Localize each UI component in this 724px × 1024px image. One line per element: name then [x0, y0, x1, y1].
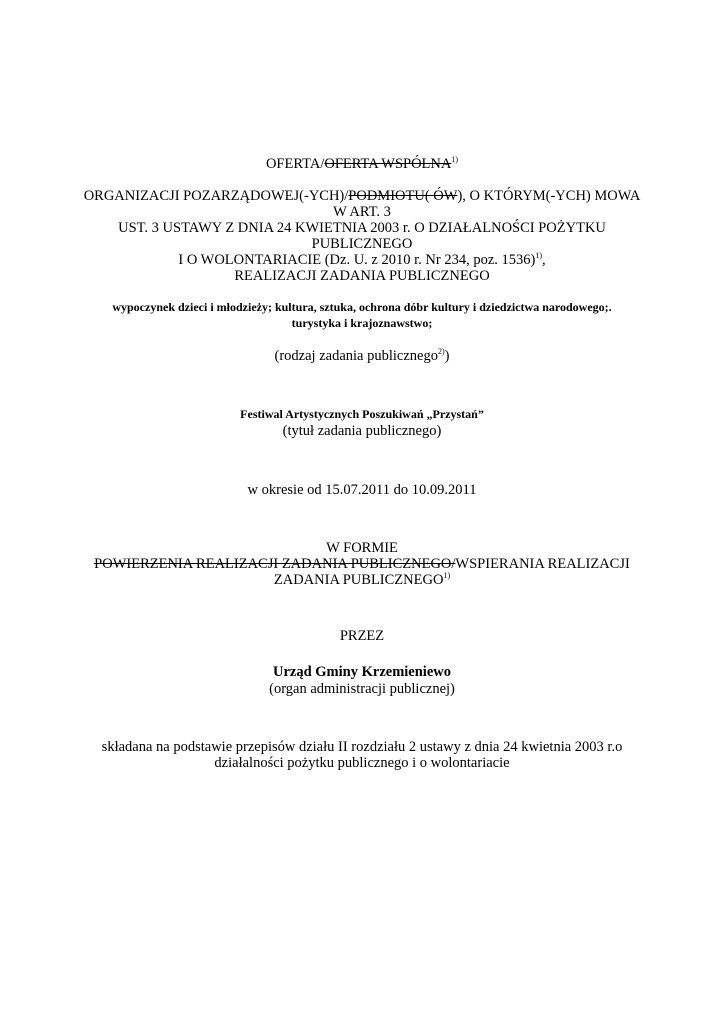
intro-line-5: I O WOLONTARIACIE (Dz. U. z 2010 r. Nr 234, poz. 1536)$^{1)}$, — [178, 251, 546, 268]
footnote-ref: 1) — [451, 155, 459, 165]
offer-label: OFERTA/ — [265, 156, 325, 172]
by-heading: PRZEZ — [339, 628, 385, 644]
offer-heading — [60, 156, 664, 172]
intro-heading — [60, 188, 664, 284]
entrustment-struck: POWIERZENIA REALIZACJI ZADANIA PUBLICZNEGO/ — [94, 556, 456, 572]
organ-name: Urząd Gminy Krzemieniewo — [273, 664, 451, 680]
task-type-label: (rodzaj zadania publicznego$^{2)}$) — [274, 347, 450, 364]
form-line-1: POWIERZENIA REALIZACJI ZADANIA PUBLICZNEGO/WSPIERANIA REALIZACJI — [94, 556, 630, 572]
form-line-2: ZADANIA PUBLICZNEGO$^{1)}$ — [273, 571, 451, 588]
footnote-ref: 2) — [437, 347, 445, 357]
task-title-label: (tytuł zadania publicznego) — [282, 423, 442, 439]
organ-label: (organ administracji publicznej) — [269, 681, 455, 697]
footnote-ref: 1) — [443, 571, 451, 581]
form-heading: W FORMIE — [326, 540, 398, 556]
task-title-value: Festiwal Artystycznych Poszukiwań „Przystań” — [240, 407, 484, 421]
intro-line-1: ORGANIZACJI POZARZĄDOWEJ(-YCH)/PODMIOTU( ÓW), O KTÓRYM(-YCH) MOWA — [83, 188, 641, 204]
offer-joint-struck: OFERTA WSPÓLNA — [324, 156, 452, 172]
footnote-ref: 1) — [535, 251, 543, 261]
legal-basis: składana na podstawie przepisów działu II rozdziału 2 ustawy z dnia 24 kwietnia 2003 r.o działalności pożytku publicznego i o wolontariacie — [101, 739, 623, 771]
intro-line-3: UST. 3 USTAWY Z DNIA 24 KWIETNIA 2003 r. O DZIAŁALNOŚCI POŻYTKU — [118, 220, 606, 236]
form-section — [60, 540, 664, 588]
intro-line-2: W ART. 3 — [333, 204, 391, 220]
task-type-value: wypoczynek dzieci i młodzieży; kultura, sztuka, ochrona dóbr kultury i dziedzictwa narodowego;. turystyka i krajoznawstwo; — [112, 300, 612, 330]
intro-line-6: REALIZACJI ZADANIA PUBLICZNEGO — [234, 268, 490, 284]
intro-line-4: PUBLICZNEGO — [311, 236, 413, 252]
period-text: w okresie od 15.07.2011 do 10.09.2011 — [247, 482, 477, 498]
entity-struck: PODMIOTU( ÓW — [348, 188, 458, 204]
